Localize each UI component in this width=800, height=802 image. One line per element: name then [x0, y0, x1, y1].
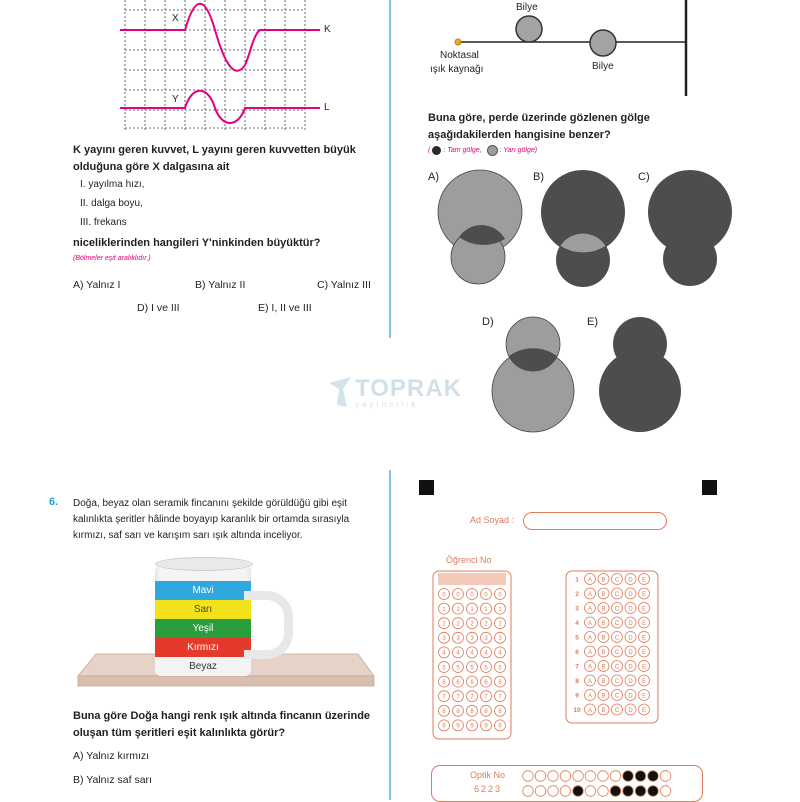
bubble-label: B — [601, 707, 606, 714]
bubble-label: B — [601, 591, 606, 598]
shadow-option-b — [541, 170, 625, 287]
answer-row-number: 6 — [575, 649, 579, 656]
bubble-label: 8 — [456, 709, 460, 716]
wave-y — [120, 91, 320, 123]
shadow-option-a — [438, 170, 522, 284]
bubble-label: E — [641, 620, 647, 627]
stripe-white: Beyaz — [155, 657, 251, 676]
optik-no-label: Optik No — [470, 770, 506, 780]
optik-bubble[interactable] — [585, 771, 596, 782]
bubble-label: 2 — [456, 621, 460, 628]
bubble-label: C — [614, 678, 620, 685]
shadow-option-e-label[interactable]: E) — [587, 316, 598, 328]
bubble-label: 5 — [470, 665, 474, 672]
shadow-option-c — [648, 170, 732, 286]
bubble-label: C — [614, 707, 620, 714]
shadow-question: Buna göre, perde üzerinde gözlenen gölge aşağıdakilerden hangisine benzer? — [428, 112, 650, 141]
wave-label-x: X — [172, 13, 179, 24]
bubble-label: B — [601, 664, 606, 671]
shadow-option-c-label[interactable]: C) — [638, 171, 650, 183]
name-input[interactable] — [523, 512, 667, 530]
bubble-label: 0 — [456, 592, 460, 599]
optik-bubble[interactable] — [548, 771, 559, 782]
optik-bubbles — [520, 767, 700, 799]
bubble-label: E — [641, 606, 647, 613]
bubble-label: 7 — [470, 694, 474, 701]
mug — [155, 561, 251, 676]
option-a[interactable]: A) Yalnız I — [73, 279, 121, 291]
bubble-label: 4 — [484, 650, 488, 657]
bubble-label: B — [601, 606, 606, 613]
optik-bubble[interactable] — [623, 786, 634, 797]
bubble-label: B — [601, 649, 606, 656]
bubble-label: 0 — [442, 592, 446, 599]
bubble-label: C — [614, 577, 620, 584]
optik-bubble[interactable] — [623, 771, 634, 782]
bubble-label: A — [587, 591, 593, 598]
optik-bubble[interactable] — [535, 771, 546, 782]
bubble-label: A — [587, 606, 593, 613]
bubble-label: D — [628, 591, 633, 598]
bubble-label: D — [628, 620, 633, 627]
bubble-label: E — [641, 664, 647, 671]
bubble-label: A — [587, 649, 593, 656]
bubble-label: B — [601, 577, 606, 584]
bubble-label: 2 — [470, 621, 474, 628]
bubble-label: A — [587, 635, 593, 642]
shadow-option-d-label[interactable]: D) — [482, 316, 494, 328]
shadow-options-figure[interactable] — [420, 160, 750, 440]
half-shadow-swatch — [487, 145, 498, 156]
bubble-label: 3 — [498, 636, 502, 643]
bubble-label: 0 — [470, 592, 474, 599]
bubble-label: 1 — [442, 606, 446, 613]
watermark-icon — [325, 375, 355, 409]
legend-open: ( — [428, 147, 431, 154]
bubble-label: C — [614, 606, 620, 613]
bubble-label: 3 — [484, 636, 488, 643]
bubble-label: C — [614, 693, 620, 700]
bubble-label: 1 — [498, 606, 502, 613]
wave-label-k: K — [324, 24, 331, 35]
bubble-label: 7 — [498, 694, 502, 701]
bubble-label: 0 — [484, 592, 488, 599]
item-1: I. yayılma hızı, — [80, 179, 145, 190]
q6-question: Buna göre Doğa hangi renk ışık altında fincanın üzerinde oluşan tüm şeritleri eşit kalınlıkta görür? — [73, 710, 371, 739]
optik-bubble[interactable] — [560, 786, 571, 797]
q6-option-a[interactable]: A) Yalnız kırmızı — [73, 750, 150, 762]
bubble-label: 8 — [442, 709, 446, 716]
answer-row-number: 5 — [575, 634, 579, 642]
q6-text: Doğa, beyaz olan seramik fincanını şekilde görüldüğü gibi eşit kalınlıkta şeritler hâlinde boyayıp karanlık bir ortamda sırasıyla kırmızı, saf sarı ve karışım sarı ışık altında inceliyor. — [73, 498, 350, 541]
name-label: Ad Soyad : — [470, 515, 515, 525]
bubble-label: 4 — [498, 650, 502, 657]
form-corner-mark-left — [419, 480, 434, 495]
wave-x — [120, 4, 320, 71]
bubble-label: A — [587, 707, 593, 714]
bubble-label: B — [601, 635, 606, 642]
bubble-label: C — [614, 591, 620, 598]
bubble-label: 7 — [442, 694, 446, 701]
bubble-label: D — [628, 649, 633, 656]
item-2: II. dalga boyu, — [80, 198, 143, 209]
watermark-sub: yayıncılık — [355, 400, 419, 409]
optik-bubble[interactable] — [610, 786, 621, 797]
q6-option-b[interactable]: B) Yalnız saf sarı — [73, 774, 152, 786]
form-corner-mark-right — [702, 480, 717, 495]
stripe-yellow: Sarı — [155, 600, 251, 619]
bubble-label: 0 — [498, 592, 502, 599]
bubble-label: B — [601, 620, 606, 627]
optik-bubble[interactable] — [535, 786, 546, 797]
bubble-label: C — [614, 664, 620, 671]
optik-bubble[interactable] — [523, 771, 534, 782]
bubble-label: 5 — [498, 665, 502, 672]
bubble-label: C — [614, 635, 620, 642]
wave-grid-figure — [120, 0, 340, 132]
bubble-label: 8 — [484, 709, 488, 716]
bubble-label: D — [628, 664, 633, 671]
stripe-blue: Mavi — [155, 581, 251, 600]
bubble-label: E — [641, 577, 647, 584]
optik-bubble[interactable] — [648, 771, 659, 782]
bubble-label: E — [641, 678, 647, 685]
bubble-label: 5 — [442, 665, 446, 672]
wave-label-l: L — [324, 102, 330, 113]
bubble-label: 1 — [456, 606, 460, 613]
bubble-label: E — [641, 693, 647, 700]
student-no-label: Öğrenci No — [446, 555, 492, 565]
answer-row-number: 7 — [575, 663, 579, 671]
answer-row-number: 9 — [575, 692, 579, 700]
shadow-option-b-label[interactable]: B) — [533, 171, 544, 183]
bubble-label: 6 — [442, 679, 446, 686]
optik-bubble[interactable] — [660, 771, 671, 782]
bubble-label: 9 — [442, 723, 446, 730]
option-d[interactable]: D) I ve III — [137, 302, 180, 314]
bubble-label: D — [628, 693, 633, 700]
bubble-label: A — [587, 577, 593, 584]
column-divider-bottom — [389, 470, 391, 800]
optik-bubble[interactable] — [660, 786, 671, 797]
optik-bubble[interactable] — [585, 786, 596, 797]
bilye-label-1: Bilye — [516, 2, 538, 13]
wave-label-y: Y — [172, 94, 179, 105]
bubble-label: 4 — [456, 650, 460, 657]
bubble-label: 2 — [484, 621, 488, 628]
shadow-legend — [428, 145, 537, 156]
option-e[interactable]: E) I, II ve III — [258, 302, 312, 314]
option-b[interactable]: B) Yalnız II — [195, 279, 246, 291]
optik-bubble[interactable] — [648, 786, 659, 797]
answer-row-number: 3 — [575, 605, 579, 613]
bubble-label: 7 — [484, 694, 488, 701]
bubble-label: 9 — [456, 723, 460, 730]
bubble-label: 4 — [470, 650, 474, 657]
bubble-label: E — [641, 707, 647, 714]
bilye-label-2: Bilye — [592, 61, 614, 72]
optik-bubble[interactable] — [635, 786, 646, 797]
bubble-label: A — [587, 678, 593, 685]
watermark-logo — [325, 375, 462, 409]
bubble-label: 6 — [456, 679, 460, 686]
answer-row-number: 4 — [575, 620, 579, 627]
mug-rim — [155, 557, 253, 571]
optik-no-value: 6223 — [474, 784, 503, 794]
marble-2 — [590, 30, 616, 56]
bubble-label: 2 — [498, 621, 502, 628]
optik-bubble[interactable] — [573, 771, 584, 782]
answer-row-number: 1 — [575, 576, 579, 584]
stripe-green: Yeşil — [155, 619, 251, 638]
question-number: 6. — [49, 496, 59, 508]
full-shadow-swatch — [432, 146, 441, 155]
mug-handle — [244, 591, 293, 659]
bubble-label: D — [628, 606, 633, 613]
bubble-label: A — [587, 664, 593, 671]
optik-bubble[interactable] — [548, 786, 559, 797]
bubble-label: 8 — [498, 709, 502, 716]
bubble-label: 7 — [456, 694, 460, 701]
optik-bubble[interactable] — [635, 771, 646, 782]
answer-row-number: 10 — [573, 707, 581, 714]
bubble-label: E — [641, 649, 647, 656]
bubble-label: 2 — [442, 621, 446, 628]
shadow-option-e — [599, 317, 681, 432]
optik-bubble[interactable] — [573, 786, 584, 797]
student-no-grid[interactable] — [432, 570, 514, 742]
bubble-label: E — [641, 591, 647, 598]
bubble-label: 9 — [484, 723, 488, 730]
bubble-label: 6 — [484, 679, 488, 686]
optik-bubble[interactable] — [598, 771, 609, 782]
column-divider-top — [389, 0, 391, 338]
shadow-option-a-label[interactable]: A) — [428, 171, 439, 183]
question-text: K yayını geren kuvvet, L yayını geren kuvvetten büyük olduğuna göre X dalgasına ait — [73, 144, 356, 173]
light-source-figure — [440, 0, 700, 100]
bubble-label: 9 — [498, 723, 502, 730]
optik-bubble[interactable] — [523, 786, 534, 797]
bubble-label: 1 — [484, 606, 488, 613]
bubble-label: 6 — [470, 679, 474, 686]
bubble-label: A — [587, 620, 593, 627]
bubble-label: 4 — [442, 650, 446, 657]
bubble-label: 5 — [456, 665, 460, 672]
bubble-label: 5 — [484, 665, 488, 672]
option-c[interactable]: C) Yalnız III — [317, 279, 371, 291]
bubble-label: E — [641, 635, 647, 642]
answer-row-number: 2 — [575, 591, 579, 598]
watermark-brand: TOPRAK — [355, 375, 462, 402]
answer-grid[interactable] — [565, 570, 660, 726]
bubble-label: D — [628, 707, 633, 714]
marble-1 — [516, 16, 542, 42]
bubble-label: 6 — [498, 679, 502, 686]
optik-bubble[interactable] — [610, 771, 621, 782]
optik-bubble[interactable] — [598, 786, 609, 797]
bubble-label: D — [628, 635, 633, 642]
legend-half-label: : Yarı gölge) — [499, 147, 538, 154]
bubble-label: B — [601, 693, 606, 700]
bubble-label: B — [601, 678, 606, 685]
optik-bubble[interactable] — [560, 771, 571, 782]
question-text-2: niceliklerinden hangileri Y'ninkinden büyüktür? — [73, 237, 321, 249]
bubble-label: 9 — [470, 723, 474, 730]
bubble-label: D — [628, 577, 633, 584]
bubble-label: 1 — [470, 606, 474, 613]
grid-note: (Bölmeler eşit aralıklıdır.) — [73, 255, 151, 262]
bubble-label: C — [614, 649, 620, 656]
answer-row-number: 8 — [575, 678, 579, 685]
stripe-red: Kırmızı — [155, 638, 251, 657]
bubble-label: 3 — [456, 636, 460, 643]
bubble-label: D — [628, 678, 633, 685]
bubble-label: 3 — [470, 636, 474, 643]
bubble-label: 8 — [470, 709, 474, 716]
bubble-label: C — [614, 620, 620, 627]
legend-full-label: : Tam gölge, — [443, 147, 482, 154]
source-label-2: ışık kaynağı — [430, 64, 484, 75]
item-3: III. frekans — [80, 217, 127, 228]
bubble-label: 3 — [442, 636, 446, 643]
shadow-option-d — [492, 317, 574, 432]
bubble-label: A — [587, 693, 593, 700]
source-label-1: Noktasal — [440, 50, 479, 61]
